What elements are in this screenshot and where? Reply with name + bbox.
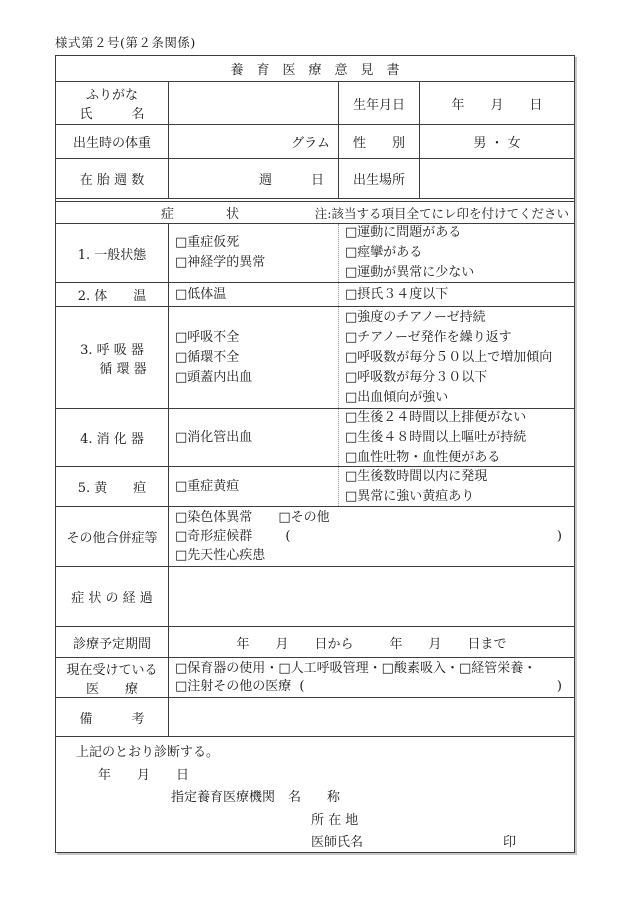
checkbox-icon[interactable]: □ <box>175 235 188 250</box>
weight-label: 出生時の体重 <box>56 125 169 158</box>
checkbox-icon[interactable]: □ <box>278 510 291 525</box>
checkbox-icon[interactable]: □ <box>345 286 358 302</box>
paren-open: ( <box>285 529 291 544</box>
checkbox-icon[interactable]: □ <box>175 478 188 494</box>
care-separator: ・ <box>368 660 382 676</box>
symptom-item: 生後数時間以内に発現 <box>357 468 488 484</box>
care-separator: ・ <box>523 660 537 676</box>
symptoms-header-label: 症 状 <box>161 207 240 222</box>
care-separator: ・ <box>265 660 279 676</box>
checkbox-icon[interactable]: □ <box>175 510 188 525</box>
checkbox-icon[interactable]: □ <box>175 329 188 345</box>
name-label-cell <box>56 82 169 124</box>
doctor-name-label: 医師氏名 <box>311 835 364 850</box>
symptom-row-label-cell <box>56 307 169 408</box>
checkbox-icon[interactable]: □ <box>345 329 358 345</box>
checkbox-icon[interactable]: □ <box>345 369 358 385</box>
checkbox-icon[interactable]: □ <box>345 488 358 504</box>
symptom-item: 重症仮死 <box>187 235 240 250</box>
symptom-item: 呼吸不全 <box>187 329 240 345</box>
remarks-input-cell[interactable] <box>169 698 574 736</box>
symptom-item: 痙攣がある <box>357 245 423 260</box>
symptom-row-label2: 循 環 器 <box>99 361 147 377</box>
symptom-row-temperature <box>56 283 574 307</box>
birth-weight-row <box>56 125 574 159</box>
checkbox-icon[interactable]: □ <box>175 349 188 365</box>
birthdate-value-cell[interactable]: 年 月 日 <box>451 97 543 113</box>
symptom-item: チアノーゼ発作を繰り返す <box>357 329 512 345</box>
symptom-mid-cell <box>169 467 339 506</box>
symptom-item: 神経学的異常 <box>187 255 266 270</box>
checkbox-icon[interactable]: □ <box>175 255 188 270</box>
symptom-row-label: 3. 呼 吸 器 <box>80 342 144 358</box>
checkbox-icon[interactable]: □ <box>345 409 358 425</box>
form-title: 養 育 医 療 意 見 書 <box>230 63 400 78</box>
checkbox-icon[interactable]: □ <box>175 429 188 445</box>
medical-opinion-form <box>55 55 575 853</box>
checkbox-icon[interactable]: □ <box>175 548 188 563</box>
symptom-item: 運動が異常に少ない <box>357 265 475 280</box>
institution-address-label: 所 在 地 <box>311 812 359 828</box>
seal-mark: 印 <box>502 835 516 850</box>
signature-date[interactable]: 年 月 日 <box>98 767 190 783</box>
schedule-from: 年 月 日から <box>236 636 354 652</box>
checkbox-icon[interactable]: □ <box>345 265 358 280</box>
sex-label: 性 別 <box>339 125 420 158</box>
schedule-label: 診療予定期間 <box>56 627 169 657</box>
symptom-item: 循環不全 <box>187 349 240 365</box>
name-label: 氏 名 <box>79 107 145 122</box>
birthplace-input-cell[interactable] <box>420 159 574 198</box>
care-item: 人工呼吸管理 <box>290 660 369 676</box>
checkbox-icon[interactable]: □ <box>345 309 358 325</box>
care-item: 注射その他の医療 <box>187 678 292 694</box>
symptom-row-label: 1. 一般状態 <box>56 224 169 282</box>
current-care-label2: 医 療 <box>85 681 138 697</box>
complication-item: 染色体異常 <box>187 510 253 525</box>
checkbox-icon[interactable]: □ <box>175 678 188 694</box>
remarks-row <box>56 698 574 737</box>
furigana-label: ふりがな <box>85 88 138 103</box>
checkbox-icon[interactable]: □ <box>345 468 358 484</box>
paren-close: ) <box>556 529 562 544</box>
complication-item: その他 <box>290 510 330 525</box>
gestation-input-cell[interactable]: 週 日 <box>169 159 339 198</box>
symptom-item: 摂氏３４度以下 <box>357 286 449 302</box>
current-care-label-cell <box>56 658 169 697</box>
checkbox-icon[interactable]: □ <box>345 349 358 365</box>
symptom-item: 頭蓋内出血 <box>187 369 253 385</box>
symptom-course-input-cell[interactable] <box>169 567 574 626</box>
symptoms-note: 注:該当する項目全てにレ印を付けてください <box>314 205 569 221</box>
checkbox-icon[interactable]: □ <box>345 225 358 240</box>
symptom-item: 生後２４時間以上排便がない <box>357 409 527 425</box>
symptom-item: 低体温 <box>187 286 227 302</box>
sex-choice-cell[interactable]: 男 ・ 女 <box>473 136 521 151</box>
symptom-item: 重症黄疸 <box>187 478 240 494</box>
symptom-item: 生後４８時間以上嘔吐が持続 <box>357 429 527 445</box>
symptom-item: 呼吸数が毎分５０以上で増加傾向 <box>357 349 553 365</box>
symptom-right-cell <box>339 409 574 466</box>
checkbox-icon[interactable]: □ <box>175 529 188 544</box>
symptom-item: 呼吸数が毎分３０以下 <box>357 369 488 385</box>
symptom-course-row <box>56 567 574 627</box>
birthdate-label: 生年月日 <box>339 82 420 124</box>
name-input-cell[interactable] <box>169 82 339 124</box>
name-row <box>56 82 574 125</box>
symptom-item: 異常に強い黄疸あり <box>357 488 475 504</box>
symptom-item: 強度のチアノーゼ持続 <box>357 309 486 325</box>
symptom-row-label: 5. 黄 疸 <box>56 467 169 506</box>
signature-block <box>56 737 574 852</box>
institution-name-label: 指定養育医療機関 名 称 <box>171 790 341 805</box>
current-care-cell <box>169 658 574 697</box>
care-item: 経管栄養 <box>471 660 524 676</box>
gestation-row <box>56 159 574 199</box>
birthplace-label: 出生場所 <box>339 159 420 198</box>
symptom-right-cell <box>339 283 574 306</box>
symptom-right-cell <box>339 467 574 506</box>
symptom-row-general <box>56 224 574 283</box>
symptom-row-jaundice <box>56 467 574 507</box>
symptom-item: 出血傾向が強い <box>357 389 449 405</box>
checkbox-icon[interactable]: □ <box>175 286 188 302</box>
other-complications-cell <box>169 507 574 566</box>
complication-item: 奇形症候群 <box>187 529 253 544</box>
schedule-value-cell[interactable] <box>169 627 574 657</box>
current-care-label: 現在受けている <box>66 662 158 678</box>
checkbox-icon[interactable]: □ <box>458 660 472 676</box>
checkbox-icon[interactable]: □ <box>175 660 188 676</box>
weight-input-cell[interactable]: グラム <box>169 125 339 158</box>
symptom-mid-cell <box>169 283 339 306</box>
checkbox-icon[interactable]: □ <box>278 660 291 676</box>
form-title-row <box>56 56 574 82</box>
schedule-to: 年 月 日まで <box>389 636 507 652</box>
form-number: 様式第２号(第２条関係) <box>55 35 196 50</box>
symptom-row-label: 2. 体 温 <box>56 283 169 306</box>
declaration-line: 上記のとおり診断する。 <box>76 745 220 760</box>
symptoms-header-row <box>56 202 574 224</box>
care-item: 酸素吸入 <box>393 660 446 676</box>
symptom-mid-cell <box>169 224 339 282</box>
symptom-row-digestive <box>56 409 574 467</box>
paren-close: ) <box>556 678 562 694</box>
checkbox-icon[interactable]: □ <box>345 389 358 405</box>
symptom-right-cell <box>339 224 574 282</box>
symptom-row-label: 4. 消 化 器 <box>56 409 169 466</box>
symptom-item: 血性吐物・血性便がある <box>357 449 501 465</box>
checkbox-icon[interactable]: □ <box>175 369 188 385</box>
remarks-label: 備 考 <box>56 698 169 736</box>
gestation-label: 在 胎 週 数 <box>56 159 169 198</box>
care-separator: ・ <box>445 660 459 676</box>
current-care-row <box>56 658 574 698</box>
symptom-mid-cell <box>169 307 339 408</box>
checkbox-icon[interactable]: □ <box>345 449 358 465</box>
other-complications-row <box>56 507 574 567</box>
complication-item: 先天性心疾患 <box>187 548 266 563</box>
checkbox-icon[interactable]: □ <box>345 429 358 445</box>
checkbox-icon[interactable]: □ <box>381 660 394 676</box>
symptom-row-respiratory <box>56 307 574 409</box>
paren-open: ( <box>299 678 305 694</box>
symptom-item: 運動に問題がある <box>357 225 462 240</box>
symptom-right-cell <box>339 307 574 408</box>
symptom-item: 消化管出血 <box>187 429 253 445</box>
schedule-row <box>56 627 574 658</box>
checkbox-icon[interactable]: □ <box>345 245 358 260</box>
symptom-course-label: 症 状 の 経 過 <box>56 567 169 626</box>
other-complications-label: その他合併症等 <box>56 507 169 566</box>
symptom-mid-cell <box>169 409 339 466</box>
care-item: 保育器の使用 <box>187 660 266 676</box>
